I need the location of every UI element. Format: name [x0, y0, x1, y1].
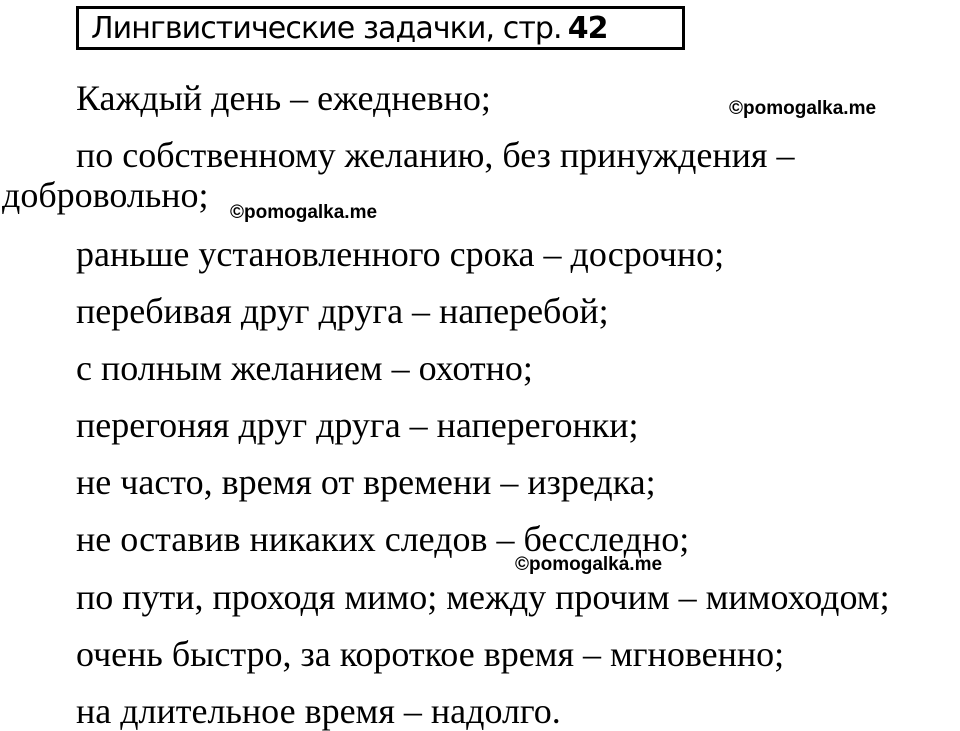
watermark-top: ©pomogalka.me — [729, 98, 877, 119]
text-line-2-continued: добровольно; — [2, 175, 209, 215]
text-line-9: по пути, проходя мимо; между прочим – мимоходом; — [76, 577, 890, 617]
text-line-4: перебивая друг друга – наперебой; — [76, 291, 609, 331]
watermark-middle: ©pomogalka.me — [230, 202, 378, 223]
text-line-5: с полным желанием – охотно; — [76, 348, 533, 388]
title-text: Лингвистические задачки, стр. — [91, 10, 562, 46]
page-number: 42 — [567, 10, 608, 46]
text-line-11: на длительное время – надолго. — [76, 691, 561, 731]
text-line-10: очень быстро, за короткое время – мгновенно; — [76, 634, 785, 674]
text-line-6: перегоняя друг друга – наперегонки; — [76, 405, 639, 445]
text-line-8: не оставив никаких следов – бесследно; — [76, 519, 690, 559]
text-line-7: не часто, время от времени – изредка; — [76, 462, 656, 502]
text-line-2: по собственному желанию, без принуждения – — [76, 135, 795, 175]
text-line-1: Каждый день – ежедневно; — [76, 78, 491, 118]
watermark-bottom: ©pomogalka.me — [515, 554, 663, 575]
text-line-3: раньше установленного срока – досрочно; — [76, 234, 725, 274]
page-title — [76, 6, 685, 50]
